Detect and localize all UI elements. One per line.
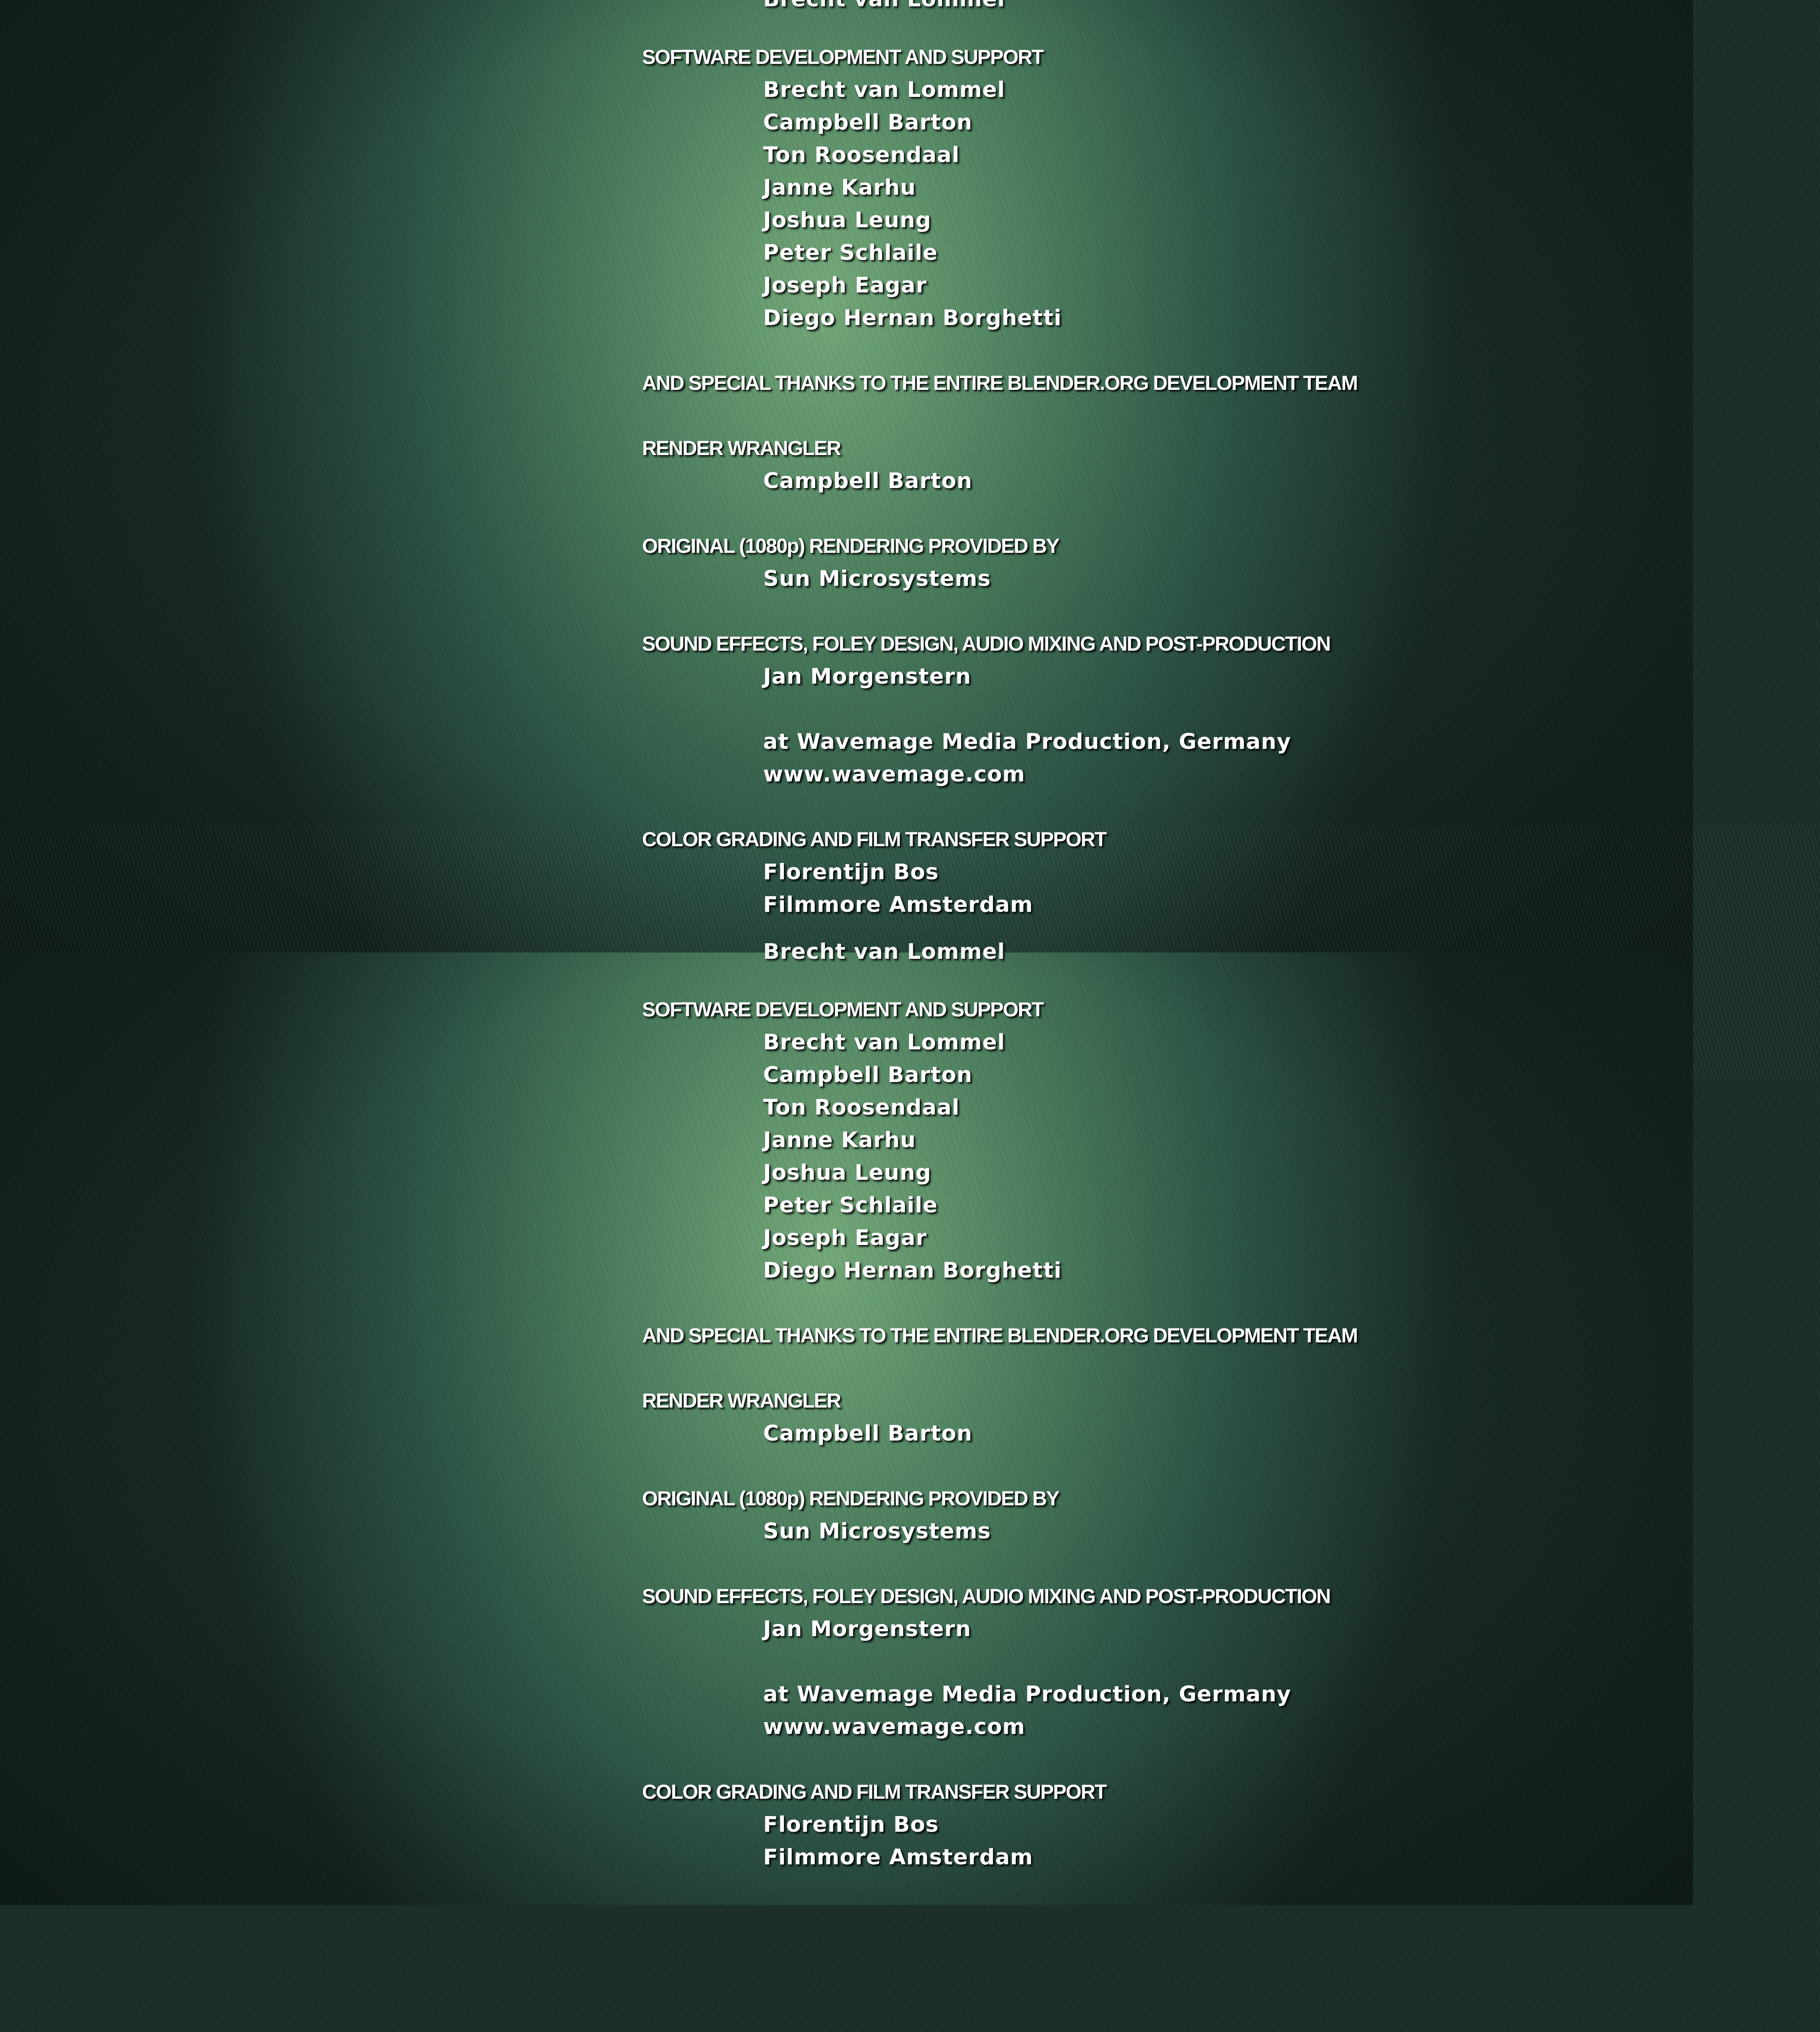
- credit-name: Ton Roosendaal: [763, 139, 960, 171]
- section-heading-render: RENDER WRANGLER: [642, 432, 841, 465]
- credit-name: Florentijn Bos: [763, 856, 939, 889]
- section-heading-color: COLOR GRADING AND FILM TRANSFER SUPPORT: [642, 1776, 1106, 1808]
- credit-name-partial: Brecht van Lommel: [763, 936, 1005, 968]
- credit-name: Joshua Leung: [763, 1157, 931, 1189]
- credit-name: Jan Morgenstern: [763, 1613, 971, 1645]
- credit-name: Peter Schlaile: [763, 237, 938, 269]
- section-heading-sound: SOUND EFFECTS, FOLEY DESIGN, AUDIO MIXING AND POST-PRODUCTION: [642, 628, 1330, 660]
- credit-name: Diego Hernan Borghetti: [763, 1254, 1062, 1287]
- credit-name: Joseph Eagar: [763, 269, 927, 302]
- credit-name: Brecht van Lommel: [763, 74, 1005, 106]
- section-heading-color: COLOR GRADING AND FILM TRANSFER SUPPORT: [642, 823, 1106, 856]
- credit-company: at Wavemage Media Production, Germany: [763, 1678, 1291, 1711]
- credit-name: Brecht van Lommel: [763, 1026, 1005, 1059]
- credit-name: Campbell Barton: [763, 106, 972, 139]
- section-heading-render: RENDER WRANGLER: [642, 1385, 841, 1417]
- credit-company: at Wavemage Media Production, Germany: [763, 726, 1291, 758]
- credit-name: Campbell Barton: [763, 465, 972, 497]
- credit-name: Campbell Barton: [763, 1059, 972, 1091]
- section-heading-software: SOFTWARE DEVELOPMENT AND SUPPORT: [642, 41, 1043, 74]
- section-heading-thanks: AND SPECIAL THANKS TO THE ENTIRE BLENDER.ORG DEVELOPMENT TEAM: [642, 1320, 1357, 1352]
- credit-name: Sun Microsystems: [763, 563, 991, 595]
- credit-name: Janne Karhu: [763, 171, 916, 204]
- credit-name: Jan Morgenstern: [763, 660, 971, 693]
- section-heading-sound: SOUND EFFECTS, FOLEY DESIGN, AUDIO MIXING AND POST-PRODUCTION: [642, 1580, 1330, 1613]
- credit-name: Sun Microsystems: [763, 1515, 991, 1548]
- credit-url: www.wavemage.com: [763, 1711, 1025, 1743]
- credit-name: Joshua Leung: [763, 204, 931, 237]
- credit-url: www.wavemage.com: [763, 758, 1025, 791]
- credit-name: Florentijn Bos: [763, 1808, 939, 1841]
- credit-name: Ton Roosendaal: [763, 1091, 960, 1124]
- credit-name: Peter Schlaile: [763, 1189, 938, 1222]
- credit-name: Janne Karhu: [763, 1124, 916, 1157]
- section-heading-rendering: ORIGINAL (1080p) RENDERING PROVIDED BY: [642, 1483, 1059, 1515]
- credit-name: Campbell Barton: [763, 1417, 972, 1450]
- credit-name: Joseph Eagar: [763, 1222, 927, 1254]
- section-heading-rendering: ORIGINAL (1080p) RENDERING PROVIDED BY: [642, 530, 1059, 563]
- section-heading-software: SOFTWARE DEVELOPMENT AND SUPPORT: [642, 994, 1043, 1026]
- section-heading-thanks: AND SPECIAL THANKS TO THE ENTIRE BLENDER.ORG DEVELOPMENT TEAM: [642, 367, 1357, 400]
- credit-name: Diego Hernan Borghetti: [763, 302, 1062, 334]
- credit-name: Filmmore Amsterdam: [763, 889, 1033, 921]
- credit-name: Filmmore Amsterdam: [763, 1841, 1033, 1874]
